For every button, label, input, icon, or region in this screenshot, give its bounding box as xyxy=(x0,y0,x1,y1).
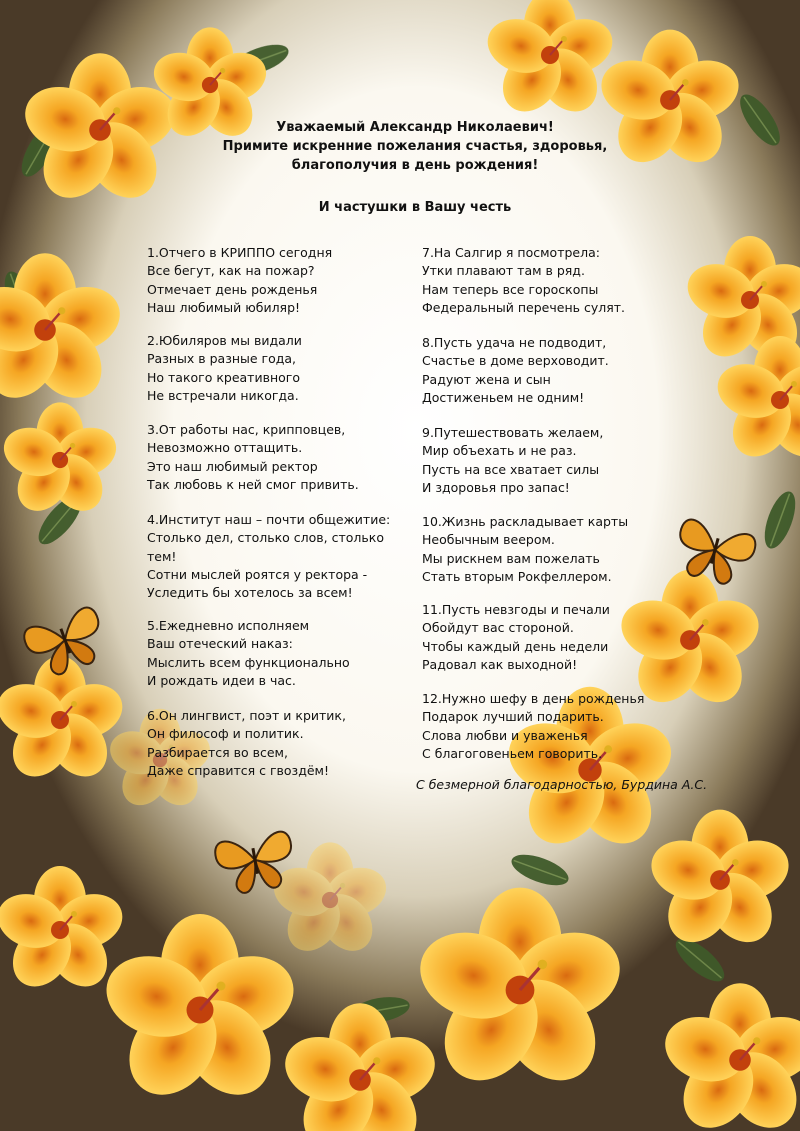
verse-line: Столько дел, столько слов, столько xyxy=(147,530,384,546)
verse-line: Утки плавают там в ряд. xyxy=(422,263,585,279)
verse-line: тем! xyxy=(147,548,177,564)
verse-line: Уследить бы хотелось за всем! xyxy=(147,585,353,601)
verse-line: Пусть на все хватает силы xyxy=(422,461,600,477)
verse-line: Слова любви и уваженья xyxy=(422,727,588,743)
verse-line: 7.На Салгир я посмотрела: xyxy=(422,245,600,260)
stanza-9 xyxy=(422,424,603,497)
verse-line: Мир объехать и не раз. xyxy=(422,443,577,459)
verse-line: Невозможно оттащить. xyxy=(147,440,303,456)
verse-line: Не встречали никогда. xyxy=(147,387,299,403)
stanza-12 xyxy=(422,690,644,763)
verse-line: 4.Институт наш – почти общежитие: xyxy=(147,512,391,527)
verse-line: Необычным веером. xyxy=(422,532,555,548)
greeting-line: Уважаемый Александр Николаевич! xyxy=(276,120,554,135)
verse-line: Но такого креативного xyxy=(147,369,300,385)
verse-line: Мы рискнем вам пожелать xyxy=(422,550,600,566)
greeting-line: Примите искренние пожелания счастья, здоровья, xyxy=(222,139,608,154)
greeting-line: благополучия в день рождения! xyxy=(291,158,539,173)
verse-line: 2.Юбиляров мы видали xyxy=(147,333,302,348)
stanza-7 xyxy=(422,244,625,317)
stanza-5 xyxy=(147,617,350,690)
stanza-10 xyxy=(422,513,628,586)
stanza-1 xyxy=(147,244,332,317)
verse-line: Радуют жена и сын xyxy=(422,371,551,387)
verse-line: И рождать идеи в час. xyxy=(147,672,296,688)
signature: С безмерной благодарностью, Бурдина А.С. xyxy=(416,777,708,792)
verse-line: 5.Ежедневно исполняем xyxy=(147,618,310,633)
verse-line: Он философ и политик. xyxy=(147,726,304,742)
verse-line: Чтобы каждый день недели xyxy=(422,638,609,654)
verse-line: Радовал как выходной! xyxy=(422,656,578,672)
verse-line: 1.Отчего в КРИППО сегодня xyxy=(147,245,333,260)
verse-line: Даже справится с гвоздём! xyxy=(147,762,329,778)
verse-line: Все бегут, как на пожар? xyxy=(147,263,315,279)
verse-line: 8.Пусть удача не подводит, xyxy=(422,335,607,350)
verse-line: Достиженьем не одним! xyxy=(422,389,585,405)
verse-line: Обойдут вас стороной. xyxy=(422,620,574,636)
verse-line: Сотни мыслей роятся у ректора - xyxy=(147,566,368,582)
verse-line: 12.Нужно шефу в день рожденья xyxy=(422,691,645,706)
stanza-4 xyxy=(147,511,390,602)
greeting-header xyxy=(150,118,680,175)
verse-line: Ваш отеческий наказ: xyxy=(147,636,293,652)
subtitle: И частушки в Вашу честь xyxy=(318,200,512,215)
verse-line: Федеральный перечень сулят. xyxy=(422,299,625,315)
stanza-6 xyxy=(147,707,346,780)
stanza-3 xyxy=(147,421,359,494)
verse-line: 9.Путешествовать желаем, xyxy=(422,425,604,440)
stanza-2 xyxy=(147,332,302,405)
verse-line: И здоровья про запас! xyxy=(422,479,570,495)
verse-line: Разбирается во всем, xyxy=(147,744,288,760)
verse-line: 3.От работы нас, крипповцев, xyxy=(147,422,346,437)
verse-line: Отмечает день рожденья xyxy=(147,281,318,297)
verse-line: Это наш любимый ректор xyxy=(147,458,318,474)
verse-line: Нам теперь все гороскопы xyxy=(422,281,599,297)
verse-line: Счастье в доме верховодит. xyxy=(422,353,609,369)
stanza-8 xyxy=(422,334,609,407)
verse-line: Наш любимый юбиляр! xyxy=(147,299,301,315)
verse-line: 6.Он лингвист, поэт и критик, xyxy=(147,708,346,723)
verse-line: 11.Пусть невзгоды и печали xyxy=(422,602,610,617)
verse-line: Так любовь к ней смог привить. xyxy=(147,476,359,492)
verse-line: Подарок лучший подарить. xyxy=(422,709,604,725)
verse-line: 10.Жизнь раскладывает карты xyxy=(422,514,629,529)
verse-line: Стать вторым Рокфеллером. xyxy=(422,568,612,584)
verse-line: Мыслить всем функционально xyxy=(147,654,350,670)
verse-line: Разных в разные года, xyxy=(147,351,297,367)
stanza-11 xyxy=(422,601,610,674)
verse-line: С благоговеньем говорить. xyxy=(422,745,603,761)
